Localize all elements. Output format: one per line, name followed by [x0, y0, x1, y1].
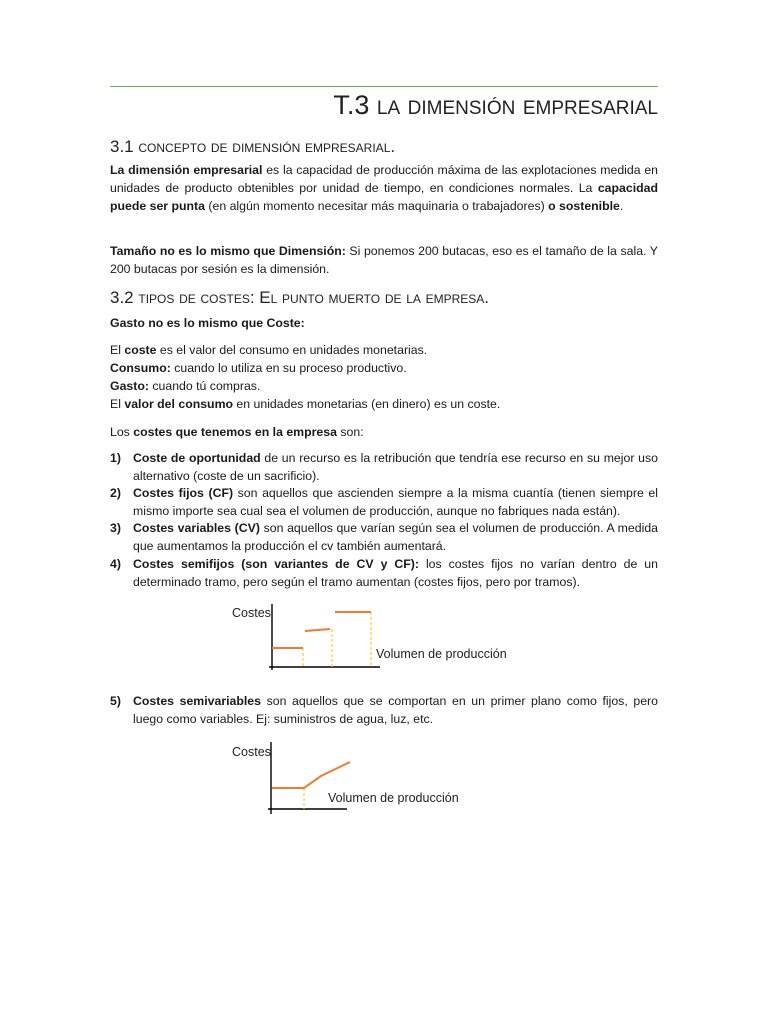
text-run: de un recurso es la retribución que tendría ese recurso en su mejor uso alternativo (coste de un sacrificio). — [133, 451, 658, 483]
list-item — [110, 692, 658, 728]
gasto-vs-coste-heading — [110, 314, 305, 332]
valor-consumo-line — [110, 395, 500, 413]
consumo-definition-line — [110, 359, 407, 377]
text-run: Los — [110, 425, 134, 439]
text-run: (en algún momento necesitar más maquinaria o trabajadores) — [204, 199, 549, 213]
text-run: los costes fijos no varían dentro de un determinado tramo, pero según el tramo aumentan (costes fijos, pero por tramos). — [133, 557, 658, 589]
bold-term: costes que tenemos en la empresa — [133, 425, 337, 439]
list-number: 1) — [110, 451, 121, 465]
bold-term: Gasto no es lo mismo que Coste: — [110, 316, 305, 330]
section-heading-text: concepto de dimensión empresarial. — [138, 137, 396, 156]
bold-term: o sostenible — [548, 199, 620, 213]
cost-line — [272, 762, 350, 788]
chart-xlabel: Volumen de producción — [328, 791, 459, 805]
text-run: en unidades monetarias (en dinero) es un coste. — [233, 397, 501, 411]
gasto-definition-line — [110, 377, 260, 395]
cost-step — [305, 629, 330, 631]
bold-term: Coste de oportunidad — [133, 451, 261, 465]
list-item — [110, 484, 658, 520]
bold-term: valor del consumo — [124, 397, 234, 411]
text-run: El — [110, 397, 125, 411]
bold-term: Costes semivariables — [133, 694, 261, 708]
chart-ylabel: Costes — [232, 606, 271, 620]
text-run: son aquellos que varían según sea el volumen de producción. A medida que aumentamos la producción el cv también aumentará. — [133, 521, 659, 553]
list-item — [110, 555, 658, 591]
text-run: Si ponemos 200 butacas, eso es el tamaño de la sala. Y 200 butacas por sesión es la dimensión. — [110, 244, 659, 276]
header-rule — [110, 86, 658, 87]
bold-term: Tamaño no es lo mismo que Dimensión: — [110, 244, 346, 258]
bold-term: Costes variables (CV) — [133, 521, 260, 535]
text-run: es el valor del consumo en unidades monetarias. — [156, 343, 428, 357]
chart-xlabel: Volumen de producción — [376, 647, 507, 661]
size-vs-dimension-paragraph — [110, 242, 658, 278]
text-run: . — [619, 199, 624, 213]
list-number: 4) — [110, 557, 121, 571]
document-title — [333, 90, 658, 121]
bold-term: coste — [124, 343, 157, 357]
title-text: la dimensión empresarial — [376, 90, 658, 120]
coste-definition-line — [110, 341, 427, 359]
text-run: cuando lo utiliza en su proceso productivo. — [170, 361, 407, 375]
section-3-2-heading — [110, 288, 489, 308]
section-3-1-heading — [110, 137, 395, 157]
bold-term: capacidad puede ser punta — [110, 181, 658, 213]
section-heading-text: tipos de costes: El punto muerto de la empresa. — [138, 288, 490, 307]
bold-term: Gasto: — [110, 379, 149, 393]
list-number: 2) — [110, 486, 121, 500]
section-number: 3.2 — [110, 288, 134, 307]
list-number: 3) — [110, 521, 121, 535]
list-item — [110, 519, 658, 555]
text-run: son aquellos que ascienden siempre a la misma cuantía (tienen siempre el mismo importe sea cual sea el volumen de producción, aunque no fabriques nada están). — [133, 486, 658, 518]
semivariable-costs-chart — [225, 738, 535, 818]
text-run: cuando tú compras. — [148, 379, 261, 393]
bold-term: Costes fijos (CF) — [133, 486, 234, 500]
text-run: El — [110, 343, 125, 357]
list-item — [110, 449, 658, 485]
text-run: son aquellos que se comportan en un primer plano como fijos, pero luego como variables. Ej: suministros de agua, luz, etc. — [133, 694, 658, 726]
costes-intro-line — [110, 423, 364, 441]
bold-term: La dimensión empresarial — [110, 163, 263, 177]
section-number: 3.1 — [110, 137, 134, 156]
text-run: es la capacidad de producción máxima de las explotaciones medida en unidades de producto obtenibles por unidad de tiempo, en condiciones normales. La — [110, 163, 659, 195]
title-prefix: T.3 — [333, 90, 370, 120]
list-number: 5) — [110, 694, 121, 708]
semifixed-costs-chart — [225, 598, 535, 678]
bold-term: Costes semifijos (son variantes de CV y CF): — [133, 557, 419, 571]
chart-ylabel: Costes — [232, 745, 271, 759]
text-run: son: — [336, 425, 364, 439]
dimension-definition-paragraph — [110, 161, 658, 215]
bold-term: Consumo: — [110, 361, 171, 375]
